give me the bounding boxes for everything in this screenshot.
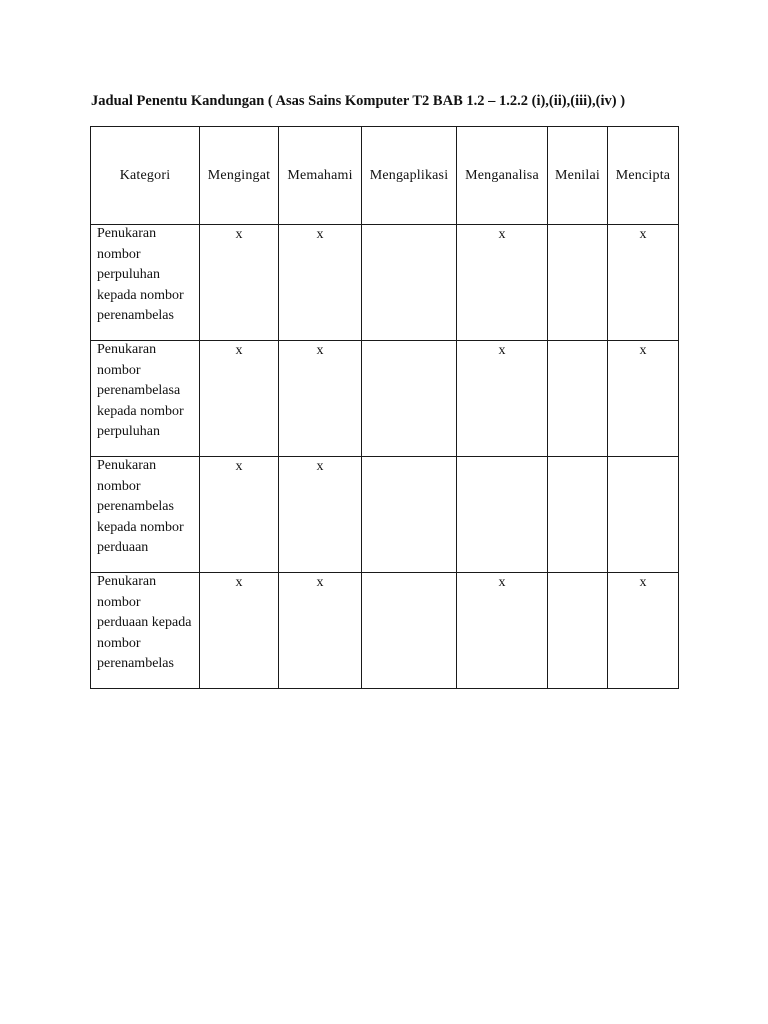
mark: x xyxy=(235,227,243,242)
mark: x xyxy=(235,343,243,358)
mark: x xyxy=(316,459,324,474)
mark-cell-mengingat xyxy=(200,225,279,341)
mark-cell-menilai xyxy=(548,573,608,689)
mark-cell-menilai xyxy=(548,457,608,573)
table-row xyxy=(91,457,679,573)
mark: x xyxy=(639,343,647,358)
content-table xyxy=(90,126,679,689)
table-header-row xyxy=(91,127,679,225)
category-label: Penukaran nombor perenambelas kepada nombor perduaan xyxy=(97,458,184,555)
mark: x xyxy=(316,343,324,358)
mark-cell-mengingat xyxy=(200,457,279,573)
mark-cell-memahami xyxy=(279,457,362,573)
mark-cell-memahami xyxy=(279,341,362,457)
mark: x xyxy=(498,343,506,358)
category-cell xyxy=(91,573,200,689)
mark-cell-menilai xyxy=(548,225,608,341)
mark-cell-menilai xyxy=(548,341,608,457)
header-kategori: Kategori xyxy=(91,127,200,225)
header-menganalisa: Menganalisa xyxy=(457,127,548,225)
mark-cell-mencipta xyxy=(608,341,679,457)
mark-cell-menganalisa xyxy=(457,341,548,457)
mark-cell-menganalisa xyxy=(457,225,548,341)
header-menilai: Menilai xyxy=(548,127,608,225)
mark-cell-mengingat xyxy=(200,341,279,457)
mark-cell-mengaplikasi xyxy=(362,457,457,573)
mark-cell-memahami xyxy=(279,573,362,689)
table-row xyxy=(91,225,679,341)
mark-cell-mengaplikasi xyxy=(362,225,457,341)
mark-cell-memahami xyxy=(279,225,362,341)
mark: x xyxy=(235,459,243,474)
mark: x xyxy=(316,227,324,242)
category-cell xyxy=(91,341,200,457)
mark-cell-mengaplikasi xyxy=(362,341,457,457)
mark: x xyxy=(235,575,243,590)
mark-cell-mengaplikasi xyxy=(362,573,457,689)
mark-cell-mencipta xyxy=(608,457,679,573)
mark: x xyxy=(639,227,647,242)
header-mencipta: Mencipta xyxy=(608,127,679,225)
category-label: Penukaran nombor perduaan kepada nombor perenambelas xyxy=(97,574,192,671)
mark: x xyxy=(498,227,506,242)
page-title: Jadual Penentu Kandungan ( Asas Sains Komputer T2 BAB 1.2 – 1.2.2 (i),(ii),(iii),(iv) ) xyxy=(91,93,626,109)
category-label: Penukaran nombor perenambelasa kepada nombor perpuluhan xyxy=(97,342,184,439)
category-label: Penukaran nombor perpuluhan kepada nombor perenambelas xyxy=(97,226,184,323)
mark-cell-mencipta xyxy=(608,225,679,341)
mark: x xyxy=(498,575,506,590)
table-row xyxy=(91,573,679,689)
header-mengaplikasi: Mengaplikasi xyxy=(362,127,457,225)
mark-cell-mengingat xyxy=(200,573,279,689)
mark: x xyxy=(316,575,324,590)
mark-cell-mencipta xyxy=(608,573,679,689)
mark-cell-menganalisa xyxy=(457,457,548,573)
category-cell xyxy=(91,457,200,573)
header-memahami: Memahami xyxy=(279,127,362,225)
category-cell xyxy=(91,225,200,341)
header-mengingat: Mengingat xyxy=(200,127,279,225)
mark-cell-menganalisa xyxy=(457,573,548,689)
table-row xyxy=(91,341,679,457)
mark: x xyxy=(639,575,647,590)
